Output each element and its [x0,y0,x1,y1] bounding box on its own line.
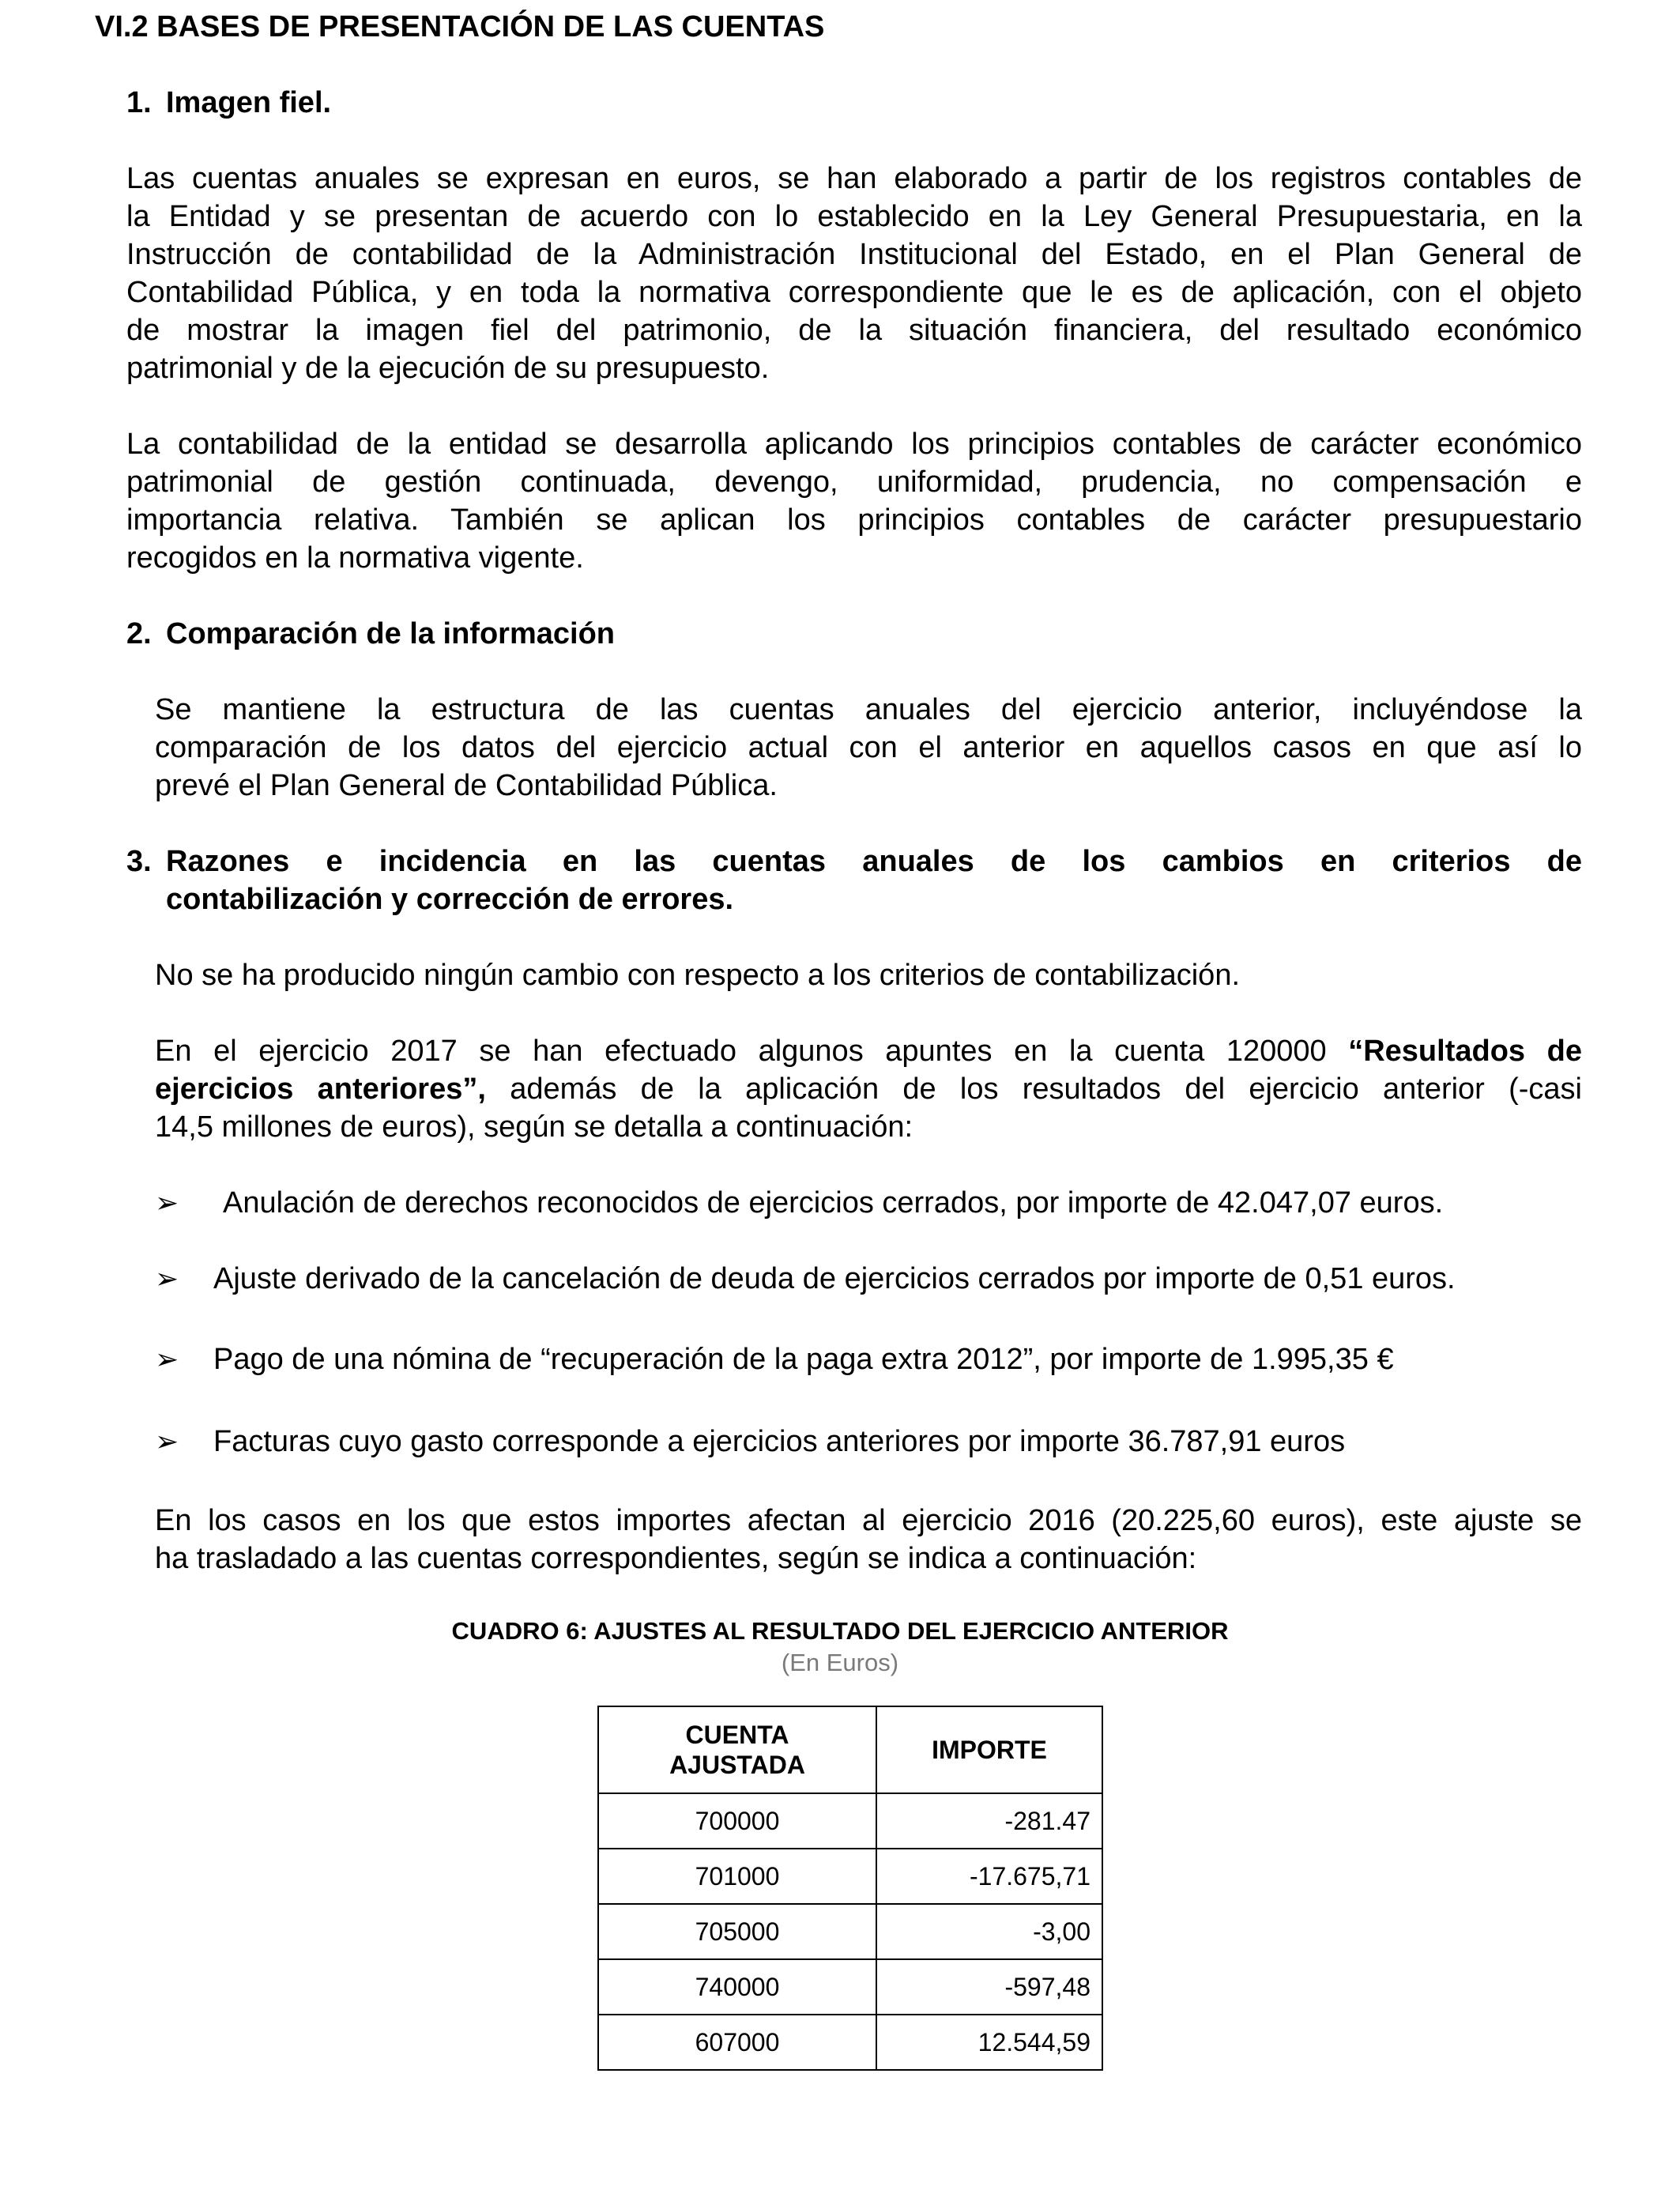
subsection-1-number: 1. [126,86,152,119]
table-header-row [598,1706,1102,1793]
column-header-text: CUENTA [685,1721,789,1749]
subsection-3-paragraph-2 [155,1032,1582,1146]
column-header-cuenta-ajustada [598,1706,876,1793]
column-header-importe: IMPORTE [876,1706,1102,1793]
table-row [598,2015,1102,2070]
cell-importe: -281.47 [876,1793,1102,1849]
subsection-3-heading [126,843,1582,918]
table-caption: CUADRO 6: AJUSTES AL RESULTADO DEL EJERCICIO ANTERIOR [451,1617,1229,1645]
subsection-3-paragraph-3 [155,1502,1582,1578]
cell-importe: -3,00 [876,1904,1102,1959]
arrow-bullet-icon: ➢ [155,1186,179,1219]
account-name-bold: ejercicios anteriores”, [155,1072,486,1106]
adjustments-table [597,1706,1103,2071]
account-name-bold: “Resultados de [1348,1035,1582,1068]
paragraph-line: de mostrar la imagen fiel del patrimonio, de la situación financiera, del resultado económico [126,314,1582,347]
paragraph-line: ha trasladado a las cuentas correspondientes, según se indica a continuación: [155,1542,1197,1575]
paragraph-text: En el ejercicio 2017 se han efectuado algunos apuntes en la cuenta 120000 [155,1035,1349,1068]
table-row [598,1849,1102,1904]
paragraph-line: comparación de los datos del ejercicio actual con el anterior en aquellos casos en que así lo [155,731,1582,764]
bullet-item: Pago de una nómina de “recuperación de la paga extra 2012”, por importe de 1.995,35 € [213,1343,1394,1376]
paragraph-line: En los casos en los que estos importes afectan al ejercicio 2016 (20.225,60 euros), este ajuste se [155,1504,1582,1537]
paragraph-line: patrimonial y de la ejecución de su presupuesto. [126,352,770,385]
table-row [598,1904,1102,1959]
subsection-1-paragraph-2 [126,425,1582,577]
subsection-3-paragraph-1: No se ha producido ningún cambio con respecto a los criterios de contabilización. [155,959,1241,992]
subsection-1-title: Imagen fiel. [166,86,332,119]
column-header-text: AJUSTADA [669,1751,805,1779]
paragraph-line: prevé el Plan General de Contabilidad Pública. [155,769,778,802]
subsection-2-title: Comparación de la información [166,617,615,650]
cell-importe: -597,48 [876,1959,1102,2015]
paragraph-line: Las cuentas anuales se expresan en euros, se han elaborado a partir de los registros contables de [126,162,1582,195]
table-row [598,1793,1102,1849]
cell-cuenta: 701000 [598,1849,876,1904]
subsection-3-number: 3. [126,845,152,878]
bullet-item: Ajuste derivado de la cancelación de deuda de ejercicios cerrados por importe de 0,51 euros. [213,1262,1456,1295]
cell-importe: -17.675,71 [876,1849,1102,1904]
paragraph-line: recogidos en la normativa vigente. [126,541,584,575]
paragraph-text: además de la aplicación de los resultados del ejercicio anterior (-casi [485,1072,1582,1106]
paragraph-line: Se mantiene la estructura de las cuentas anuales del ejercicio anterior, incluyéndose la [155,693,1582,726]
paragraph-line [155,1032,1582,1070]
subsection-1-paragraph-1 [126,160,1582,387]
subsection-2-number: 2. [126,617,152,650]
subsection-2-paragraph-1 [155,691,1582,805]
cell-cuenta: 705000 [598,1904,876,1959]
cell-importe: 12.544,59 [876,2015,1102,2070]
arrow-bullet-icon: ➢ [155,1425,179,1457]
cell-cuenta: 700000 [598,1793,876,1849]
paragraph-line: la Entidad y se presentan de acuerdo con lo establecido en la Ley General Presupuestaria, en la [126,200,1582,233]
table-subcaption: (En Euros) [781,1649,899,1676]
paragraph-line: La contabilidad de la entidad se desarrolla aplicando los principios contables de carácter económico [126,428,1582,461]
subsection-3-title-line-1: Razones e incidencia en las cuentas anuales de los cambios en criterios de [166,845,1582,878]
paragraph-line: importancia relativa. También se aplican los principios contables de carácter presupuestario [126,503,1582,537]
subsection-3-title-line-2: contabilización y corrección de errores. [166,883,734,916]
arrow-bullet-icon: ➢ [155,1343,179,1375]
cell-cuenta: 607000 [598,2015,876,2070]
paragraph-line: patrimonial de gestión continuada, devengo, uniformidad, prudencia, no compensación e [126,466,1582,499]
table-row [598,1959,1102,2015]
arrow-bullet-icon: ➢ [155,1262,179,1295]
section-title: VI.2 BASES DE PRESENTACIÓN DE LAS CUENTAS [95,10,825,43]
cell-cuenta: 740000 [598,1959,876,2015]
bullet-item: Anulación de derechos reconocidos de ejercicios cerrados, por importe de 42.047,07 euros. [223,1186,1444,1220]
bullet-item: Facturas cuyo gasto corresponde a ejercicios anteriores por importe 36.787,91 euros [213,1425,1346,1458]
paragraph-line [155,1070,1582,1108]
paragraph-line: Contabilidad Pública, y en toda la normativa correspondiente que le es de aplicación, con el objeto [126,276,1582,309]
paragraph-line: 14,5 millones de euros), según se detalla a continuación: [155,1110,913,1144]
paragraph-line: Instrucción de contabilidad de la Administración Institucional del Estado, en el Plan General de [126,238,1582,271]
